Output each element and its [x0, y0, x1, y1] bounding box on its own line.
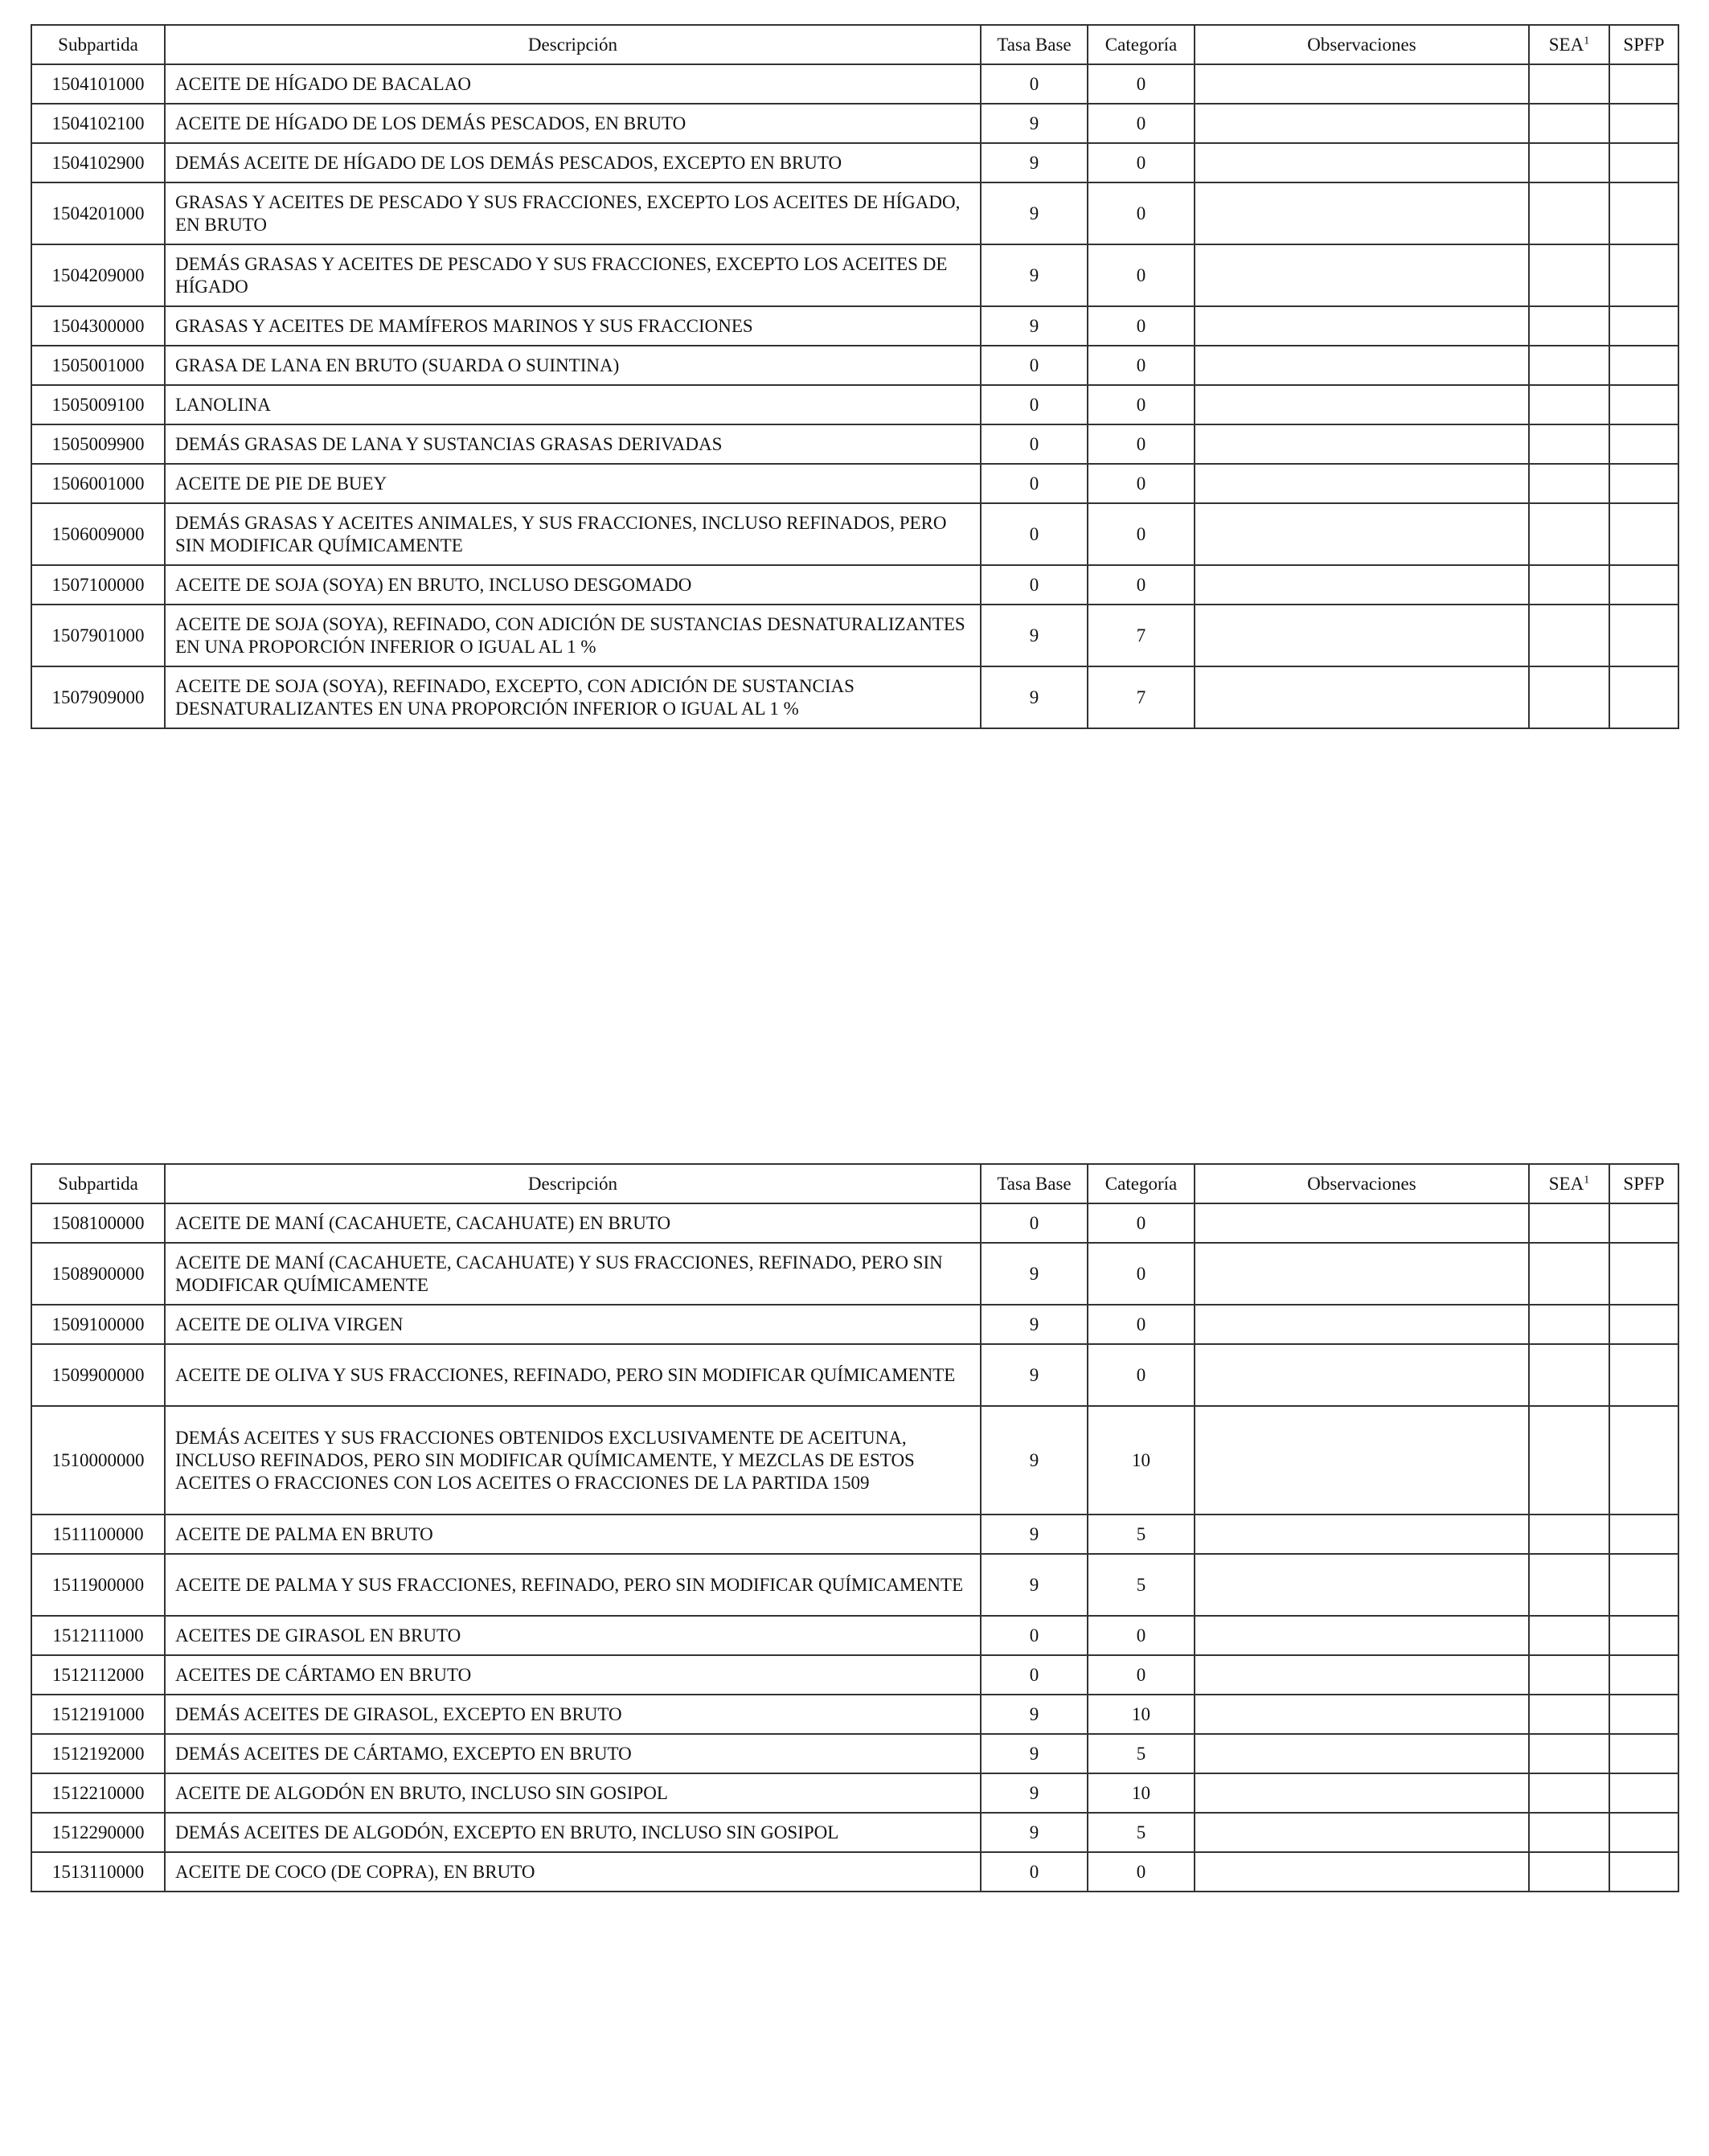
descripcion-cell: ACEITE DE COCO (DE COPRA), EN BRUTO [165, 1852, 981, 1892]
table-row [31, 666, 1678, 728]
sea-cell [1529, 1695, 1609, 1734]
categoria-cell: 0 [1088, 1616, 1195, 1655]
observaciones-cell [1195, 1203, 1529, 1243]
categoria-cell: 10 [1088, 1695, 1195, 1734]
spfp-cell [1609, 1695, 1678, 1734]
spfp-cell [1609, 424, 1678, 464]
tasa-base-cell: 0 [981, 1203, 1088, 1243]
table-row [31, 1515, 1678, 1554]
subpartida-cell: 1506001000 [31, 464, 165, 503]
categoria-cell: 0 [1088, 565, 1195, 605]
observaciones-cell [1195, 346, 1529, 385]
observaciones-cell [1195, 244, 1529, 306]
subpartida-cell: 1512112000 [31, 1655, 165, 1695]
header-sea-label: SEA [1548, 34, 1584, 55]
table-row [31, 1203, 1678, 1243]
header-row [31, 1164, 1678, 1203]
subpartida-cell: 1505001000 [31, 346, 165, 385]
table-row [31, 1852, 1678, 1892]
sea-cell [1529, 424, 1609, 464]
subpartida-cell: 1510000000 [31, 1406, 165, 1515]
subpartida-cell: 1511100000 [31, 1515, 165, 1554]
sea-cell [1529, 1243, 1609, 1305]
sea-cell [1529, 244, 1609, 306]
descripcion-cell: ACEITE DE MANÍ (CACAHUETE, CACAHUATE) EN BRUTO [165, 1203, 981, 1243]
header-descripcion: Descripción [165, 25, 981, 64]
tasa-base-cell: 9 [981, 1734, 1088, 1773]
descripcion-cell: ACEITE DE SOJA (SOYA), REFINADO, CON ADICIÓN DE SUSTANCIAS DESNATURALIZANTES EN UNA PROPORCIÓN INFERIOR O IGUAL AL 1 % [165, 605, 981, 666]
sea-cell [1529, 1554, 1609, 1616]
observaciones-cell [1195, 1554, 1529, 1616]
header-tasa-base: Tasa Base [981, 25, 1088, 64]
spfp-cell [1609, 143, 1678, 182]
categoria-cell: 0 [1088, 1243, 1195, 1305]
categoria-cell: 0 [1088, 424, 1195, 464]
categoria-cell: 0 [1088, 464, 1195, 503]
subpartida-cell: 1512192000 [31, 1734, 165, 1773]
table-row [31, 1734, 1678, 1773]
categoria-cell: 0 [1088, 346, 1195, 385]
observaciones-cell [1195, 385, 1529, 424]
categoria-cell: 0 [1088, 104, 1195, 143]
tasa-base-cell: 9 [981, 605, 1088, 666]
table-row [31, 1554, 1678, 1616]
descripcion-cell: ACEITE DE ALGODÓN EN BRUTO, INCLUSO SIN GOSIPOL [165, 1773, 981, 1813]
sea-cell [1529, 346, 1609, 385]
tasa-base-cell: 9 [981, 1243, 1088, 1305]
subpartida-cell: 1504101000 [31, 64, 165, 104]
tasa-base-cell: 9 [981, 1305, 1088, 1344]
sea-cell [1529, 306, 1609, 346]
descripcion-cell: ACEITES DE CÁRTAMO EN BRUTO [165, 1655, 981, 1695]
descripcion-cell: DEMÁS ACEITES DE GIRASOL, EXCEPTO EN BRUTO [165, 1695, 981, 1734]
sea-cell [1529, 64, 1609, 104]
table-row [31, 1243, 1678, 1305]
table-row [31, 1305, 1678, 1344]
table-row [31, 503, 1678, 565]
spfp-cell [1609, 1344, 1678, 1406]
observaciones-cell [1195, 1655, 1529, 1695]
tariff-table-2 [31, 1163, 1679, 1892]
descripcion-cell: ACEITE DE SOJA (SOYA), REFINADO, EXCEPTO, CON ADICIÓN DE SUSTANCIAS DESNATURALIZANTES EN UNA PROPORCIÓN INFERIOR O IGUAL AL 1 % [165, 666, 981, 728]
observaciones-cell [1195, 1515, 1529, 1554]
sea-cell [1529, 1734, 1609, 1773]
tasa-base-cell: 0 [981, 385, 1088, 424]
observaciones-cell [1195, 104, 1529, 143]
spfp-cell [1609, 1406, 1678, 1515]
spfp-cell [1609, 1616, 1678, 1655]
tasa-base-cell: 0 [981, 464, 1088, 503]
sea-cell [1529, 1203, 1609, 1243]
tariff-table-1 [31, 24, 1679, 729]
tasa-base-cell: 0 [981, 565, 1088, 605]
sea-cell [1529, 385, 1609, 424]
header-spfp: SPFP [1609, 25, 1678, 64]
tasa-base-cell: 0 [981, 346, 1088, 385]
observaciones-cell [1195, 1734, 1529, 1773]
header-sea [1529, 25, 1609, 64]
table-row [31, 565, 1678, 605]
tasa-base-cell: 9 [981, 1515, 1088, 1554]
sea-cell [1529, 1515, 1609, 1554]
header-sea-footnote: 1 [1584, 34, 1590, 47]
tasa-base-cell: 9 [981, 1554, 1088, 1616]
descripcion-cell: GRASA DE LANA EN BRUTO (SUARDA O SUINTINA) [165, 346, 981, 385]
table-row [31, 1773, 1678, 1813]
spfp-cell [1609, 1655, 1678, 1695]
subpartida-cell: 1509900000 [31, 1344, 165, 1406]
categoria-cell: 10 [1088, 1773, 1195, 1813]
descripcion-cell: DEMÁS GRASAS Y ACEITES ANIMALES, Y SUS FRACCIONES, INCLUSO REFINADOS, PERO SIN MODIFICAR QUÍMICAMENTE [165, 503, 981, 565]
subpartida-cell: 1509100000 [31, 1305, 165, 1344]
header-observaciones: Observaciones [1195, 1164, 1529, 1203]
categoria-cell: 7 [1088, 666, 1195, 728]
tasa-base-cell: 0 [981, 503, 1088, 565]
sea-cell [1529, 605, 1609, 666]
observaciones-cell [1195, 1344, 1529, 1406]
observaciones-cell [1195, 424, 1529, 464]
categoria-cell: 0 [1088, 306, 1195, 346]
subpartida-cell: 1504300000 [31, 306, 165, 346]
tasa-base-cell: 9 [981, 143, 1088, 182]
observaciones-cell [1195, 143, 1529, 182]
spfp-cell [1609, 385, 1678, 424]
table-row [31, 1344, 1678, 1406]
subpartida-cell: 1505009100 [31, 385, 165, 424]
spfp-cell [1609, 605, 1678, 666]
categoria-cell: 0 [1088, 1203, 1195, 1243]
table-row [31, 1616, 1678, 1655]
descripcion-cell: ACEITE DE PIE DE BUEY [165, 464, 981, 503]
header-sea-footnote: 1 [1584, 1173, 1590, 1186]
tasa-base-cell: 9 [981, 1406, 1088, 1515]
subpartida-cell: 1507909000 [31, 666, 165, 728]
spfp-cell [1609, 1305, 1678, 1344]
subpartida-cell: 1512191000 [31, 1695, 165, 1734]
observaciones-cell [1195, 64, 1529, 104]
table-row [31, 104, 1678, 143]
subpartida-cell: 1511900000 [31, 1554, 165, 1616]
descripcion-cell: DEMÁS ACEITE DE HÍGADO DE LOS DEMÁS PESCADOS, EXCEPTO EN BRUTO [165, 143, 981, 182]
table-row [31, 424, 1678, 464]
table-row [31, 385, 1678, 424]
observaciones-cell [1195, 1813, 1529, 1852]
spfp-cell [1609, 565, 1678, 605]
descripcion-cell: ACEITE DE MANÍ (CACAHUETE, CACAHUATE) Y SUS FRACCIONES, REFINADO, PERO SIN MODIFICAR QUÍMICAMENTE [165, 1243, 981, 1305]
observaciones-cell [1195, 464, 1529, 503]
sea-cell [1529, 1305, 1609, 1344]
spfp-cell [1609, 182, 1678, 244]
tasa-base-cell: 0 [981, 424, 1088, 464]
categoria-cell: 0 [1088, 64, 1195, 104]
sea-cell [1529, 503, 1609, 565]
descripcion-cell: ACEITE DE PALMA Y SUS FRACCIONES, REFINADO, PERO SIN MODIFICAR QUÍMICAMENTE [165, 1554, 981, 1616]
descripcion-cell: GRASAS Y ACEITES DE PESCADO Y SUS FRACCIONES, EXCEPTO LOS ACEITES DE HÍGADO, EN BRUTO [165, 182, 981, 244]
subpartida-cell: 1507901000 [31, 605, 165, 666]
observaciones-cell [1195, 565, 1529, 605]
sea-cell [1529, 182, 1609, 244]
descripcion-cell: ACEITE DE PALMA EN BRUTO [165, 1515, 981, 1554]
subpartida-cell: 1505009900 [31, 424, 165, 464]
descripcion-cell: ACEITE DE SOJA (SOYA) EN BRUTO, INCLUSO DESGOMADO [165, 565, 981, 605]
observaciones-cell [1195, 605, 1529, 666]
categoria-cell: 0 [1088, 385, 1195, 424]
sea-cell [1529, 1344, 1609, 1406]
header-spfp: SPFP [1609, 1164, 1678, 1203]
header-categoria: Categoría [1088, 1164, 1195, 1203]
subpartida-cell: 1508100000 [31, 1203, 165, 1243]
categoria-cell: 0 [1088, 1344, 1195, 1406]
descripcion-cell: ACEITE DE OLIVA Y SUS FRACCIONES, REFINADO, PERO SIN MODIFICAR QUÍMICAMENTE [165, 1344, 981, 1406]
spfp-cell [1609, 244, 1678, 306]
subpartida-cell: 1508900000 [31, 1243, 165, 1305]
categoria-cell: 5 [1088, 1734, 1195, 1773]
table-row [31, 1406, 1678, 1515]
categoria-cell: 0 [1088, 182, 1195, 244]
sea-cell [1529, 565, 1609, 605]
spfp-cell [1609, 1852, 1678, 1892]
observaciones-cell [1195, 1243, 1529, 1305]
table-row [31, 143, 1678, 182]
descripcion-cell: ACEITE DE HÍGADO DE LOS DEMÁS PESCADOS, EN BRUTO [165, 104, 981, 143]
sea-cell [1529, 666, 1609, 728]
spfp-cell [1609, 1243, 1678, 1305]
spfp-cell [1609, 64, 1678, 104]
sea-cell [1529, 464, 1609, 503]
table-row [31, 605, 1678, 666]
categoria-cell: 0 [1088, 1305, 1195, 1344]
observaciones-cell [1195, 1406, 1529, 1515]
spfp-cell [1609, 346, 1678, 385]
descripcion-cell: LANOLINA [165, 385, 981, 424]
spfp-cell [1609, 1773, 1678, 1813]
categoria-cell: 5 [1088, 1813, 1195, 1852]
spfp-cell [1609, 1554, 1678, 1616]
descripcion-cell: DEMÁS GRASAS DE LANA Y SUSTANCIAS GRASAS DERIVADAS [165, 424, 981, 464]
sea-cell [1529, 1616, 1609, 1655]
table-body-1 [31, 64, 1678, 728]
observaciones-cell [1195, 1773, 1529, 1813]
descripcion-cell: ACEITE DE OLIVA VIRGEN [165, 1305, 981, 1344]
categoria-cell: 0 [1088, 1655, 1195, 1695]
tasa-base-cell: 0 [981, 64, 1088, 104]
observaciones-cell [1195, 1616, 1529, 1655]
sea-cell [1529, 143, 1609, 182]
spfp-cell [1609, 503, 1678, 565]
table-row [31, 1813, 1678, 1852]
tasa-base-cell: 0 [981, 1655, 1088, 1695]
tasa-base-cell: 9 [981, 104, 1088, 143]
spfp-cell [1609, 1734, 1678, 1773]
header-tasa-base: Tasa Base [981, 1164, 1088, 1203]
tasa-base-cell: 0 [981, 1852, 1088, 1892]
categoria-cell: 0 [1088, 244, 1195, 306]
subpartida-cell: 1504102900 [31, 143, 165, 182]
header-sea-label: SEA [1548, 1173, 1584, 1194]
categoria-cell: 5 [1088, 1554, 1195, 1616]
subpartida-cell: 1513110000 [31, 1852, 165, 1892]
tasa-base-cell: 9 [981, 1813, 1088, 1852]
table-row [31, 64, 1678, 104]
descripcion-cell: ACEITES DE GIRASOL EN BRUTO [165, 1616, 981, 1655]
tasa-base-cell: 9 [981, 666, 1088, 728]
table-row [31, 244, 1678, 306]
categoria-cell: 5 [1088, 1515, 1195, 1554]
observaciones-cell [1195, 1695, 1529, 1734]
subpartida-cell: 1512111000 [31, 1616, 165, 1655]
subpartida-cell: 1506009000 [31, 503, 165, 565]
descripcion-cell: GRASAS Y ACEITES DE MAMÍFEROS MARINOS Y SUS FRACCIONES [165, 306, 981, 346]
subpartida-cell: 1504102100 [31, 104, 165, 143]
categoria-cell: 0 [1088, 1852, 1195, 1892]
sea-cell [1529, 1813, 1609, 1852]
categoria-cell: 7 [1088, 605, 1195, 666]
tasa-base-cell: 9 [981, 182, 1088, 244]
sea-cell [1529, 1406, 1609, 1515]
observaciones-cell [1195, 182, 1529, 244]
observaciones-cell [1195, 1305, 1529, 1344]
spfp-cell [1609, 306, 1678, 346]
tasa-base-cell: 9 [981, 1773, 1088, 1813]
table-body-2 [31, 1203, 1678, 1892]
descripcion-cell: DEMÁS ACEITES DE ALGODÓN, EXCEPTO EN BRUTO, INCLUSO SIN GOSIPOL [165, 1813, 981, 1852]
observaciones-cell [1195, 503, 1529, 565]
sea-cell [1529, 1655, 1609, 1695]
subpartida-cell: 1507100000 [31, 565, 165, 605]
descripcion-cell: DEMÁS ACEITES Y SUS FRACCIONES OBTENIDOS EXCLUSIVAMENTE DE ACEITUNA, INCLUSO REFINADOS, PERO SIN MODIFICAR QUÍMICAMENTE, Y MEZCLAS DE ESTOS ACEITES O FRACCIONES CON LOS ACEITES O FRACCIONES DE LA PARTIDA 1509 [165, 1406, 981, 1515]
tasa-base-cell: 9 [981, 1695, 1088, 1734]
spfp-cell [1609, 666, 1678, 728]
descripcion-cell: DEMÁS ACEITES DE CÁRTAMO, EXCEPTO EN BRUTO [165, 1734, 981, 1773]
tasa-base-cell: 9 [981, 244, 1088, 306]
categoria-cell: 0 [1088, 143, 1195, 182]
sea-cell [1529, 1773, 1609, 1813]
header-row [31, 25, 1678, 64]
subpartida-cell: 1504209000 [31, 244, 165, 306]
table-row [31, 306, 1678, 346]
descripcion-cell: DEMÁS GRASAS Y ACEITES DE PESCADO Y SUS FRACCIONES, EXCEPTO LOS ACEITES DE HÍGADO [165, 244, 981, 306]
observaciones-cell [1195, 1852, 1529, 1892]
table-row [31, 346, 1678, 385]
table-row [31, 1655, 1678, 1695]
subpartida-cell: 1512210000 [31, 1773, 165, 1813]
header-subpartida: Subpartida [31, 1164, 165, 1203]
header-descripcion: Descripción [165, 1164, 981, 1203]
header-observaciones: Observaciones [1195, 25, 1529, 64]
header-categoria: Categoría [1088, 25, 1195, 64]
header-sea [1529, 1164, 1609, 1203]
spfp-cell [1609, 1813, 1678, 1852]
observaciones-cell [1195, 306, 1529, 346]
sea-cell [1529, 104, 1609, 143]
sea-cell [1529, 1852, 1609, 1892]
observaciones-cell [1195, 666, 1529, 728]
descripcion-cell: ACEITE DE HÍGADO DE BACALAO [165, 64, 981, 104]
subpartida-cell: 1504201000 [31, 182, 165, 244]
table-row [31, 182, 1678, 244]
categoria-cell: 0 [1088, 503, 1195, 565]
tasa-base-cell: 9 [981, 1344, 1088, 1406]
tasa-base-cell: 0 [981, 1616, 1088, 1655]
subpartida-cell: 1512290000 [31, 1813, 165, 1852]
spfp-cell [1609, 1515, 1678, 1554]
table-row [31, 1695, 1678, 1734]
tasa-base-cell: 9 [981, 306, 1088, 346]
spfp-cell [1609, 1203, 1678, 1243]
spfp-cell [1609, 464, 1678, 503]
categoria-cell: 10 [1088, 1406, 1195, 1515]
header-subpartida: Subpartida [31, 25, 165, 64]
spfp-cell [1609, 104, 1678, 143]
table-row [31, 464, 1678, 503]
